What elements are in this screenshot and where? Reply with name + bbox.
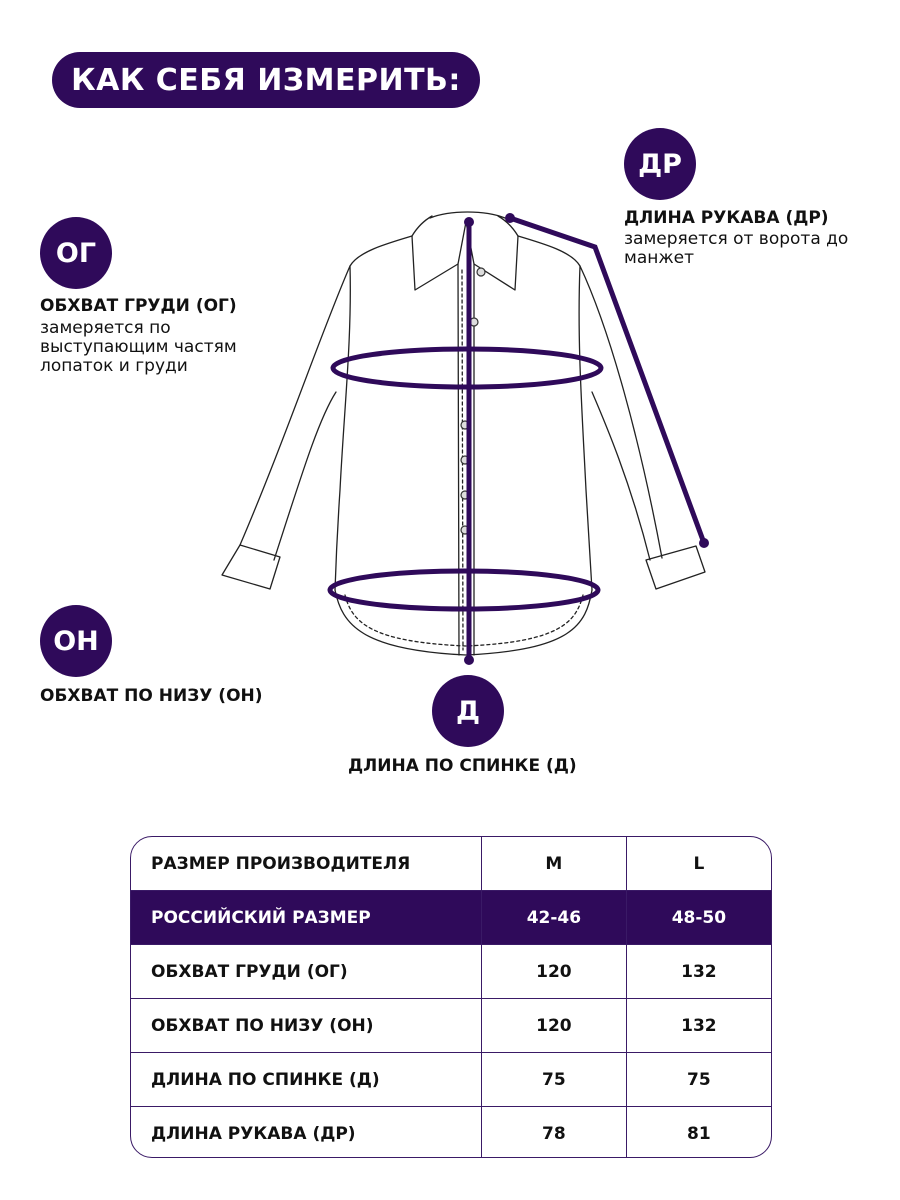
- back-length-end-dot: [464, 655, 474, 665]
- table-row-label: ДЛИНА ПО СПИНКЕ (Д): [131, 1053, 482, 1107]
- button-icon: [477, 268, 485, 276]
- back-length-title: ДЛИНА ПО СПИНКЕ (Д): [348, 756, 577, 776]
- hem-girth-ellipse: [330, 571, 598, 609]
- collar-left-top: [412, 216, 432, 236]
- collar-band: [430, 212, 505, 218]
- table-row: [131, 891, 771, 945]
- left-side-seam: [335, 266, 350, 590]
- table-row-label: ОБХВАТ ПО НИЗУ (ОН): [131, 999, 482, 1053]
- table-cell: 48-50: [626, 891, 771, 945]
- sleeve-length-end-dot: [699, 538, 709, 548]
- table-cell: L: [626, 837, 771, 891]
- table-cell: 81: [687, 1123, 711, 1144]
- right-side-seam: [579, 266, 592, 590]
- sleeve-length-badge: ДР: [624, 128, 696, 200]
- page-title: КАК СЕБЯ ИЗМЕРИТЬ:: [52, 52, 480, 108]
- chest-girth-desc: замеряется по выступающим частям лопаток и груди: [40, 318, 237, 376]
- right-sleeve-inner: [592, 392, 650, 560]
- table-cell: 132: [626, 999, 771, 1053]
- table-cell: 132: [626, 945, 771, 999]
- table-row-label: РОССИЙСКИЙ РАЗМЕР: [131, 891, 482, 945]
- placket-left: [458, 264, 459, 655]
- left-sleeve-inner: [274, 392, 336, 560]
- sleeve-length-line: [510, 218, 704, 543]
- left-sleeve-outer: [240, 236, 412, 545]
- table-row-label: РАЗМЕР ПРОИЗВОДИТЕЛЯ: [131, 837, 482, 891]
- table-row: [131, 999, 771, 1053]
- right-cuff: [646, 546, 705, 589]
- left-cuff: [222, 545, 280, 589]
- table-row: [131, 945, 771, 999]
- table-cell: 75: [626, 1053, 771, 1107]
- hem-girth-badge: ОН: [40, 605, 112, 677]
- size-table: [130, 836, 772, 1158]
- table-row-label: ДЛИНА РУКАВА (ДР): [131, 1107, 482, 1159]
- chest-girth-badge: ОГ: [40, 217, 112, 289]
- table-cell: 78: [482, 1107, 627, 1159]
- table-row-label: ОБХВАТ ГРУДИ (ОГ): [131, 945, 482, 999]
- right-sleeve-outer: [518, 236, 662, 558]
- sleeve-length-start-dot: [505, 213, 515, 223]
- table-cell: 120: [482, 999, 627, 1053]
- sleeve-length-title: ДЛИНА РУКАВА (ДР): [624, 208, 829, 228]
- chest-girth-title: ОБХВАТ ГРУДИ (ОГ): [40, 296, 237, 316]
- back-length-start-dot: [464, 217, 474, 227]
- back-length-badge: Д: [432, 675, 504, 747]
- table-header-row: [131, 837, 771, 891]
- table-cell: M: [482, 837, 627, 891]
- table-cell: 75: [482, 1053, 627, 1107]
- table-row: [131, 1053, 771, 1107]
- table-cell: 42-46: [482, 891, 627, 945]
- table-cell: 120: [482, 945, 627, 999]
- hem-girth-title: ОБХВАТ ПО НИЗУ (ОН): [40, 686, 263, 706]
- table-row: [131, 1107, 771, 1159]
- sleeve-length-desc: замеряется от ворота до манжет: [624, 229, 849, 268]
